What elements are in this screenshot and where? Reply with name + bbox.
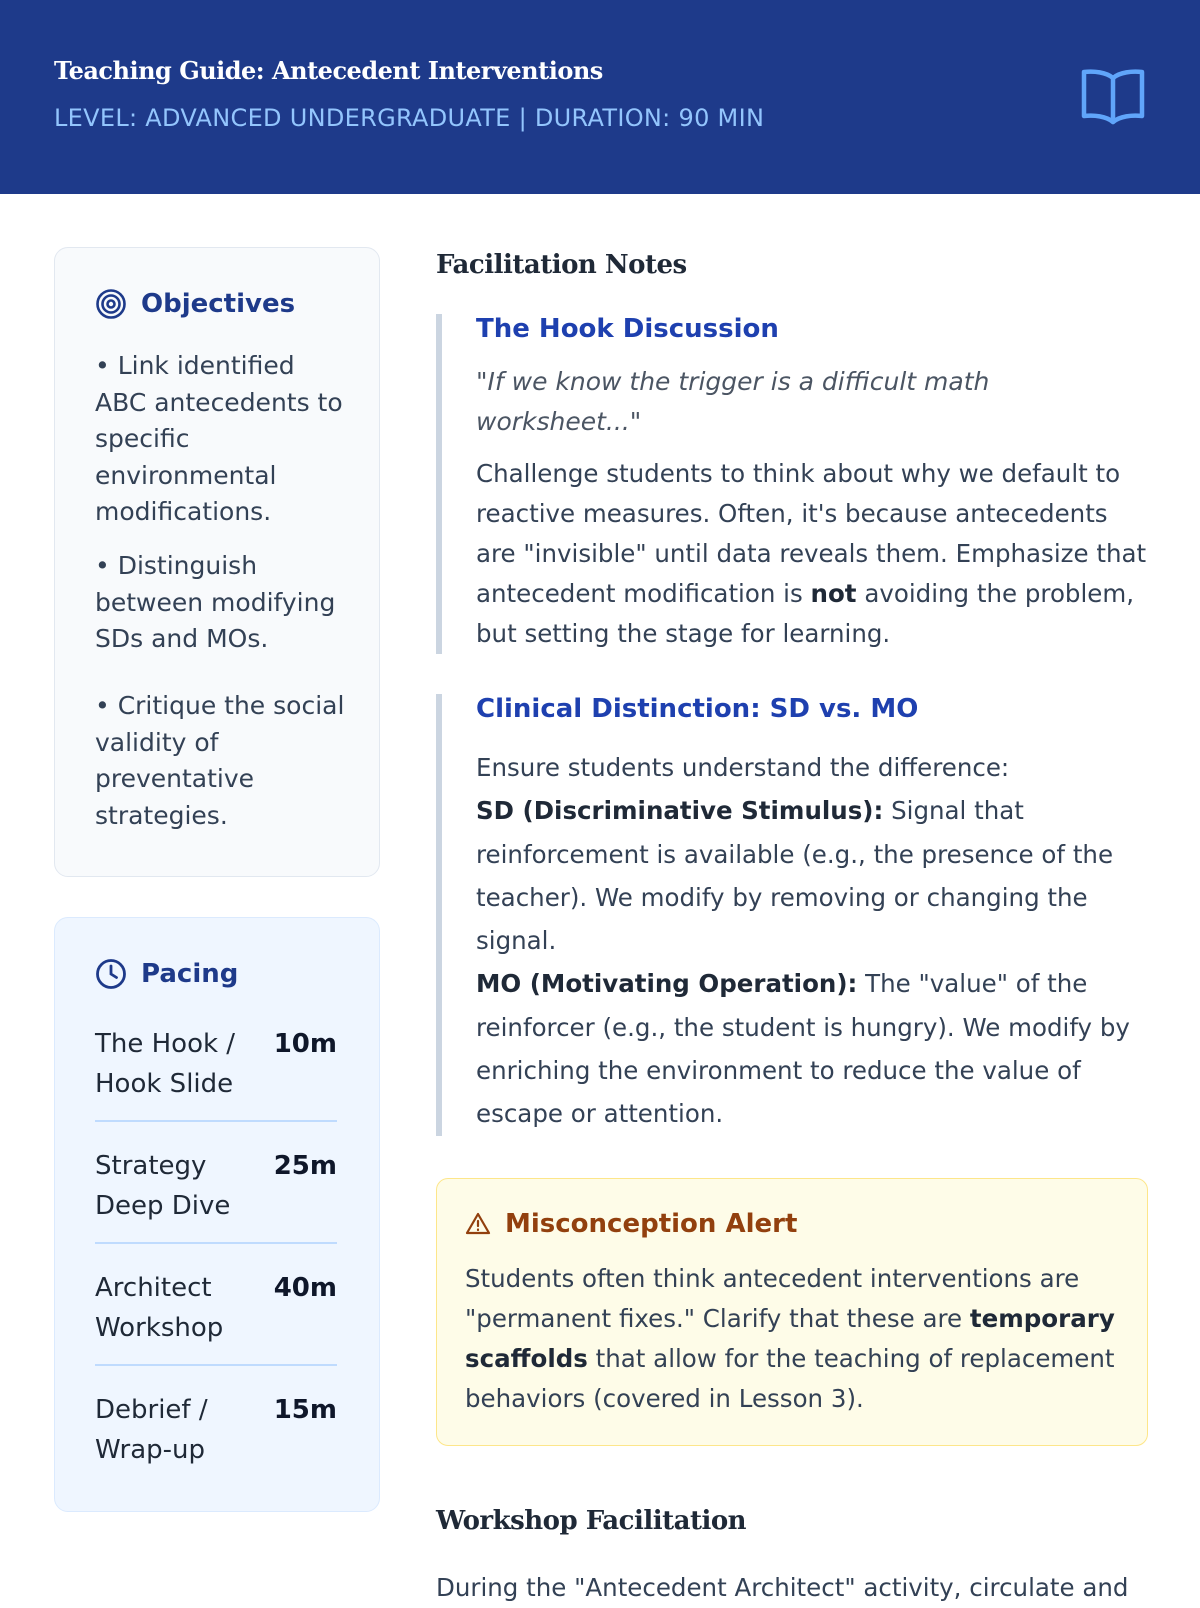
pacing-row-time: 25m xyxy=(273,1151,337,1181)
pacing-row-time: 15m xyxy=(273,1395,337,1425)
hook-discussion-note xyxy=(436,314,1154,654)
clinical-distinction-note xyxy=(436,694,1154,1136)
clinical-distinction-body xyxy=(476,746,1148,1136)
sd-definition xyxy=(476,789,1148,962)
target-icon xyxy=(95,288,127,320)
alert-body xyxy=(465,1259,1125,1419)
mo-term: MO (Motivating Operation): xyxy=(476,969,858,999)
pacing-row xyxy=(95,1268,337,1366)
page-title: Teaching Guide: Antecedent Interventions xyxy=(54,56,603,85)
alert-emphasis: temporary scaffolds xyxy=(465,1304,1115,1373)
alert-header xyxy=(465,1209,797,1239)
workshop-facilitation-heading: Workshop Facilitation xyxy=(436,1506,747,1536)
alert-title: Misconception Alert xyxy=(505,1209,798,1239)
mo-text: The "value" of the reinforcer (e.g., the student is hungry). We modify by enriching the environment to reduce the value of escape or attention. xyxy=(476,969,1130,1129)
workshop-facilitation-text: During the "Antecedent Architect" activity, circulate and xyxy=(436,1573,1129,1602)
pacing-row-label: Strategy Deep Dive xyxy=(95,1151,231,1221)
alert-text: Students often think antecedent interventions are "permanent fixes." Clarify that these are xyxy=(465,1264,1080,1333)
book-open-icon xyxy=(1080,66,1146,128)
alert-text-end: that allow for the teaching of replacement behaviors (covered in Lesson 3). xyxy=(465,1344,1115,1413)
pacing-title: Pacing xyxy=(141,959,239,989)
hook-body-text: Challenge students to think about why we default to reactive measures. Often, it's because antecedents are "invisible" until data reveals them. Emphasize that antecedent modification is xyxy=(476,459,1147,608)
pacing-row-label: Architect Workshop xyxy=(95,1273,224,1343)
objective-item: • Critique the social validity of preventative strategies. xyxy=(95,691,345,830)
hook-discussion-quote: "If we know the trigger is a difficult math worksheet..." xyxy=(476,367,990,436)
objectives-title: Objectives xyxy=(141,289,296,319)
facilitation-notes-heading: Facilitation Notes xyxy=(436,250,687,280)
pacing-row-label: The Hook / Hook Slide xyxy=(95,1029,236,1099)
warning-triangle-icon xyxy=(465,1211,491,1237)
objectives-header xyxy=(95,288,295,320)
objective-item: • Link identified ABC antecedents to specific environmental modifications. xyxy=(95,351,343,527)
page-subtitle: LEVEL: ADVANCED UNDERGRADUATE | DURATION: 90 MIN xyxy=(54,104,765,132)
sd-term: SD (Discriminative Stimulus): xyxy=(476,796,884,826)
clock-icon xyxy=(95,958,127,990)
hook-body-text-end: avoiding the problem, but setting the stage for learning. xyxy=(476,579,1135,648)
pacing-row xyxy=(95,1390,337,1486)
hook-discussion-title: The Hook Discussion xyxy=(476,314,779,344)
page-header xyxy=(0,0,1200,194)
pacing-header xyxy=(95,958,238,990)
sd-text: Signal that reinforcement is available (e.g., the presence of the teacher). We modify by removing or changing the signal. xyxy=(476,796,1114,956)
mo-definition xyxy=(476,962,1148,1135)
pacing-row xyxy=(95,1146,337,1244)
objectives-card xyxy=(54,247,380,877)
pacing-row-time: 40m xyxy=(273,1273,337,1303)
pacing-row xyxy=(95,1024,337,1122)
hook-discussion-body xyxy=(476,454,1148,654)
clinical-distinction-title: Clinical Distinction: SD vs. MO xyxy=(476,694,919,724)
hook-body-emphasis: not xyxy=(810,579,857,608)
objective-item: • Distinguish between modifying SDs and MOs. xyxy=(95,551,336,654)
pacing-row-time: 10m xyxy=(273,1029,337,1059)
pacing-row-label: Debrief / Wrap-up xyxy=(95,1395,208,1465)
misconception-alert xyxy=(436,1178,1148,1446)
pacing-card xyxy=(54,917,380,1512)
distinction-intro: Ensure students understand the difference: xyxy=(476,753,1010,782)
